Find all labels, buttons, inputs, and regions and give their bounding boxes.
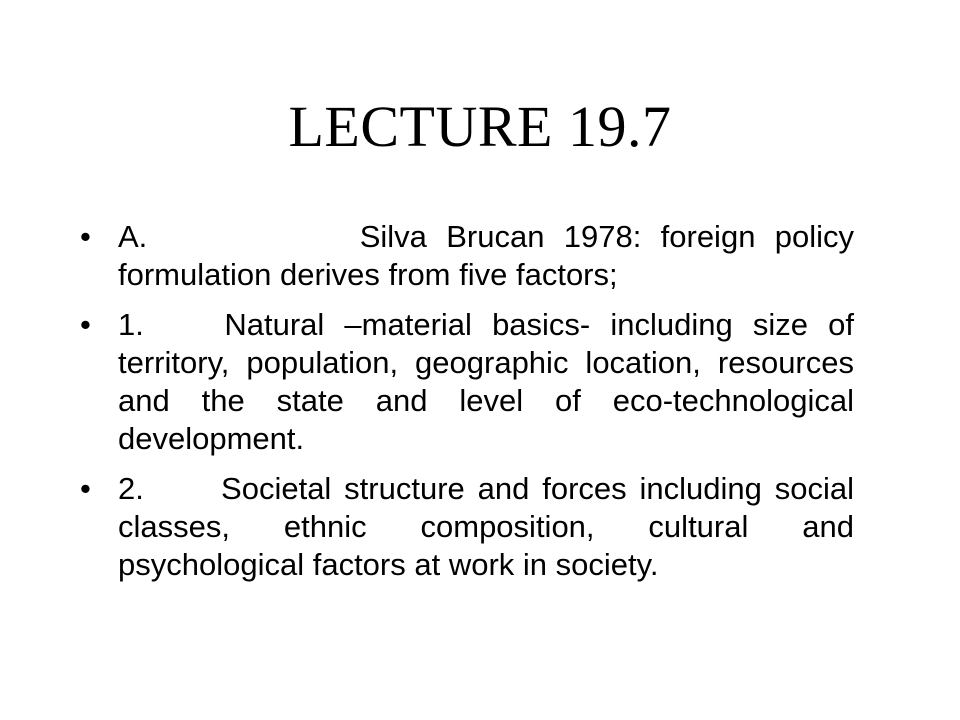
bullet-item-2 [80, 470, 863, 584]
slide-title: LECTURE 19.7 [288, 94, 672, 159]
bullet-icon: • [80, 471, 91, 506]
bullet-item-1 [80, 306, 863, 458]
bullet-icon: • [80, 307, 91, 342]
bullet-text: 1. Natural –material basics- including size of territory, population, geographic location, resources and the state and level of eco-technological development. [118, 307, 863, 456]
bullet-text: 2. Societal structure and forces including social classes, ethnic composition, cultural and psychological factors at work in society. [118, 471, 863, 582]
bullet-list [80, 218, 863, 598]
bullet-icon: • [80, 219, 91, 254]
bullet-text: A. Silva Brucan 1978: foreign policy formulation derives from five factors; [118, 219, 863, 292]
bullet-item-a [80, 218, 863, 294]
